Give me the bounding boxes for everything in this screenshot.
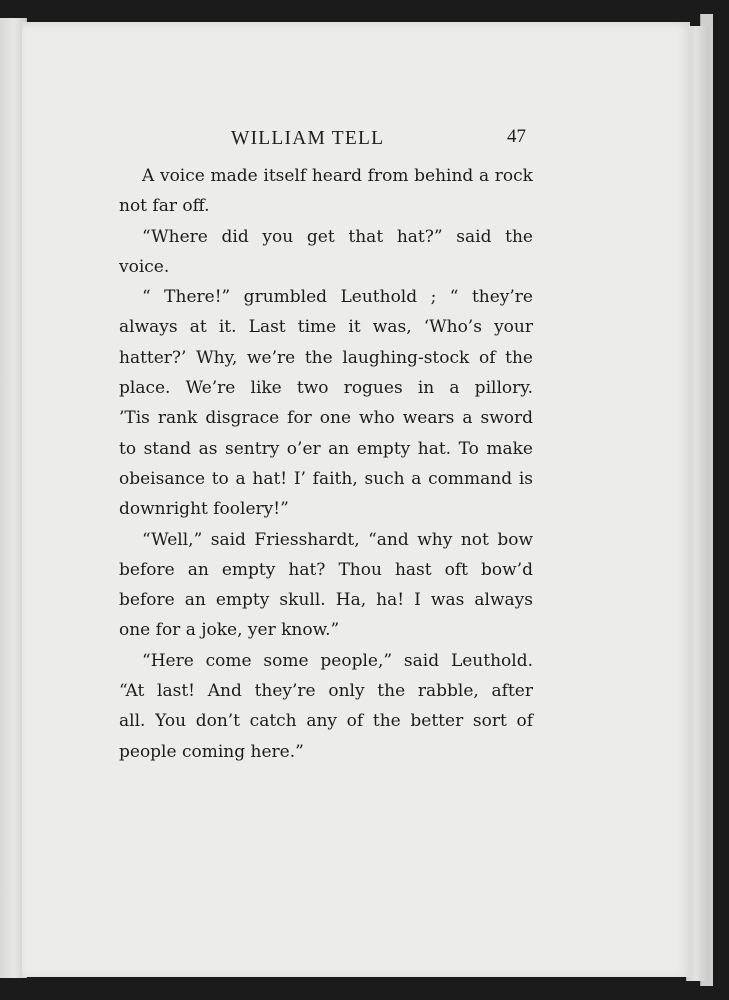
paragraph (119, 525, 533, 646)
running-head-title: WILLIAM TELL (231, 128, 385, 149)
text-line: voice. (119, 256, 170, 277)
text-line: ’Tis rank disgrace for one who wears a sword (119, 408, 533, 429)
text-line: “ There!” grumbled Leuthold ; “ they’re (142, 287, 533, 308)
text-line: hatter?’ Why, we’re the laughing-stock of the (119, 347, 533, 368)
text-line: not far off. (119, 196, 210, 217)
text-line: A voice made itself heard from behind a rock (142, 166, 533, 186)
text-line: one for a joke, yer know.” (119, 620, 340, 641)
paragraph (119, 282, 533, 524)
text-line: people coming here.” (119, 741, 304, 762)
paragraph (119, 646, 533, 767)
text-line: to stand as sentry o’er an empty hat. To make (119, 438, 533, 459)
paragraph (119, 161, 533, 222)
text-line: before an empty hat? Thou hast oft bow’d (119, 559, 533, 580)
text-line: place. We’re like two rogues in a pillory. (119, 378, 533, 399)
body-text (119, 161, 533, 767)
text-line: downright foolery!” (119, 499, 289, 520)
text-line: “Here come some people,” said Leuthold. (142, 650, 533, 671)
text-line: “At last! And they’re only the rabble, after (119, 681, 533, 702)
page-number: 47 (507, 126, 526, 147)
text-line: “Well,” said Friesshardt, “and why not bow (142, 529, 533, 550)
text-line: all. You don’t catch any of the better sort of (119, 711, 533, 732)
paragraph (119, 222, 533, 283)
text-line: before an empty skull. Ha, ha! I was always (119, 590, 533, 611)
text-line: always at it. Last time it was, ‘Who’s your (119, 317, 533, 338)
text-line: “Where did you get that hat?” said the (142, 226, 533, 247)
running-head (130, 124, 530, 154)
text-line: obeisance to a hat! I’ faith, such a command is (119, 468, 533, 489)
